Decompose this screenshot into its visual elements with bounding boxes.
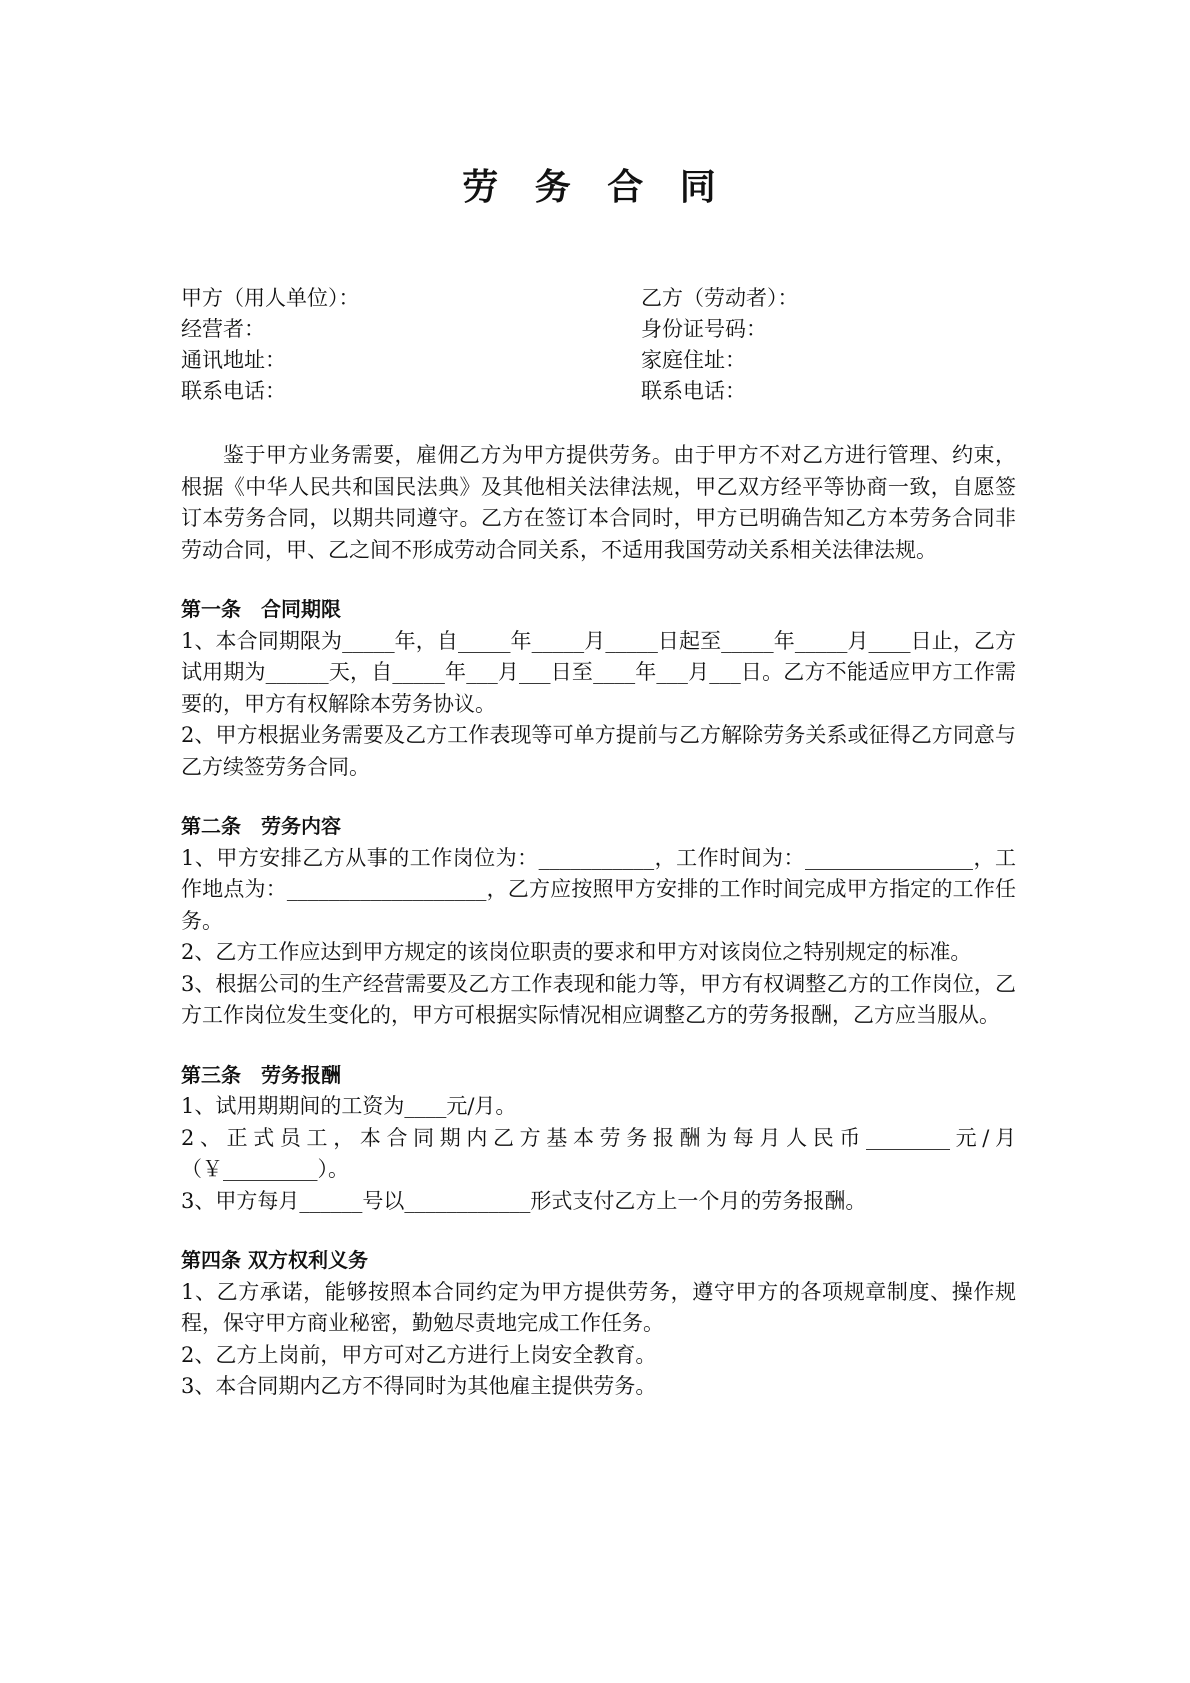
party-b-id-number: 身份证号码：	[641, 317, 767, 341]
article-4-item-2: 2、乙方上岗前，甲方可对乙方进行上岗安全教育。	[181, 1342, 657, 1367]
article-2-item-2: 2、乙方工作应达到甲方规定的该岗位职责的要求和甲方对该岗位之特别规定的标准。	[181, 940, 972, 964]
article-4-item-3: 3、本合同期内乙方不得同时为其他雇主提供劳务。	[181, 1374, 657, 1398]
party-b-address: 家庭住址：	[641, 348, 746, 372]
document-title: 劳 务 合 同	[462, 167, 728, 208]
party-b-phone: 联系电话：	[641, 379, 746, 403]
article-2-item-3: 3、根据公司的生产经营需要及乙方工作表现和能力等，甲方有权调整乙方的工作岗位，乙方工作岗位发生变化的，甲方可根据实际情况相应调整乙方的劳务报酬，乙方应当服从。	[181, 971, 1016, 1027]
article-3-item-2: 2、正式员工，本合同期内乙方基本劳务报酬为每月人民币________元/月（￥_________）。	[181, 1125, 1016, 1181]
article-3-item-1: 1、试用期期间的工资为____元/月。	[181, 1094, 517, 1118]
party-b-name: 乙方（劳动者）：	[641, 286, 799, 310]
intro-paragraph: 鉴于甲方业务需要，雇佣乙方为甲方提供劳务。由于甲方不对乙方进行管理、约束，根据《中华人民共和国民法典》及其他相关法律法规，甲乙双方经平等协商一致，自愿签订本劳务合同，以期共同遵守。乙方在签订本合同时，甲方已明确告知乙方本劳务合同非劳动合同，甲、乙之间不形成劳动合同关系，不适用我国劳动关系相关法律法规。	[181, 443, 1016, 562]
article-2-heading: 第二条 劳务内容	[181, 814, 341, 838]
article-1-item-2: 2、甲方根据业务需要及乙方工作表现等可单方提前与乙方解除劳务关系或征得乙方同意与乙方续签劳务合同。	[181, 723, 1016, 779]
party-a-address: 通讯地址：	[181, 348, 286, 372]
article-1-heading: 第一条 合同期限	[181, 597, 341, 621]
contract-body	[181, 440, 1016, 1403]
party-b-block	[641, 283, 799, 407]
party-a-block	[181, 283, 360, 407]
party-a-phone: 联系电话：	[181, 379, 286, 403]
article-3-heading: 第三条 劳务报酬	[181, 1062, 341, 1087]
party-a-name: 甲方（用人单位）：	[181, 286, 360, 310]
article-1-item-1: 1、本合同期限为_____年，自_____年_____月_____日起至_____年_____月____日止，乙方试用期为______天，自_____年___月___日至____年___月___日。乙方不能适应甲方工作需要的，甲方有权解除本劳务协议。	[181, 628, 1016, 716]
article-3-item-3: 3、甲方每月______号以____________形式支付乙方上一个月的劳务报酬。	[181, 1188, 867, 1213]
article-2-item-1: 1、甲方安排乙方从事的工作岗位为：___________，工作时间为：________________，工作地点为：___________________，乙方应按照甲方安排的工作时间完成甲方指定的工作任务。	[181, 845, 1016, 933]
party-a-operator: 经营者：	[181, 317, 265, 341]
article-4-item-1: 1、乙方承诺，能够按照本合同约定为甲方提供劳务，遵守甲方的各项规章制度、操作规程，保守甲方商业秘密，勤勉尽责地完成工作任务。	[181, 1279, 1016, 1335]
article-4-heading: 第四条 双方权利义务	[181, 1248, 368, 1272]
